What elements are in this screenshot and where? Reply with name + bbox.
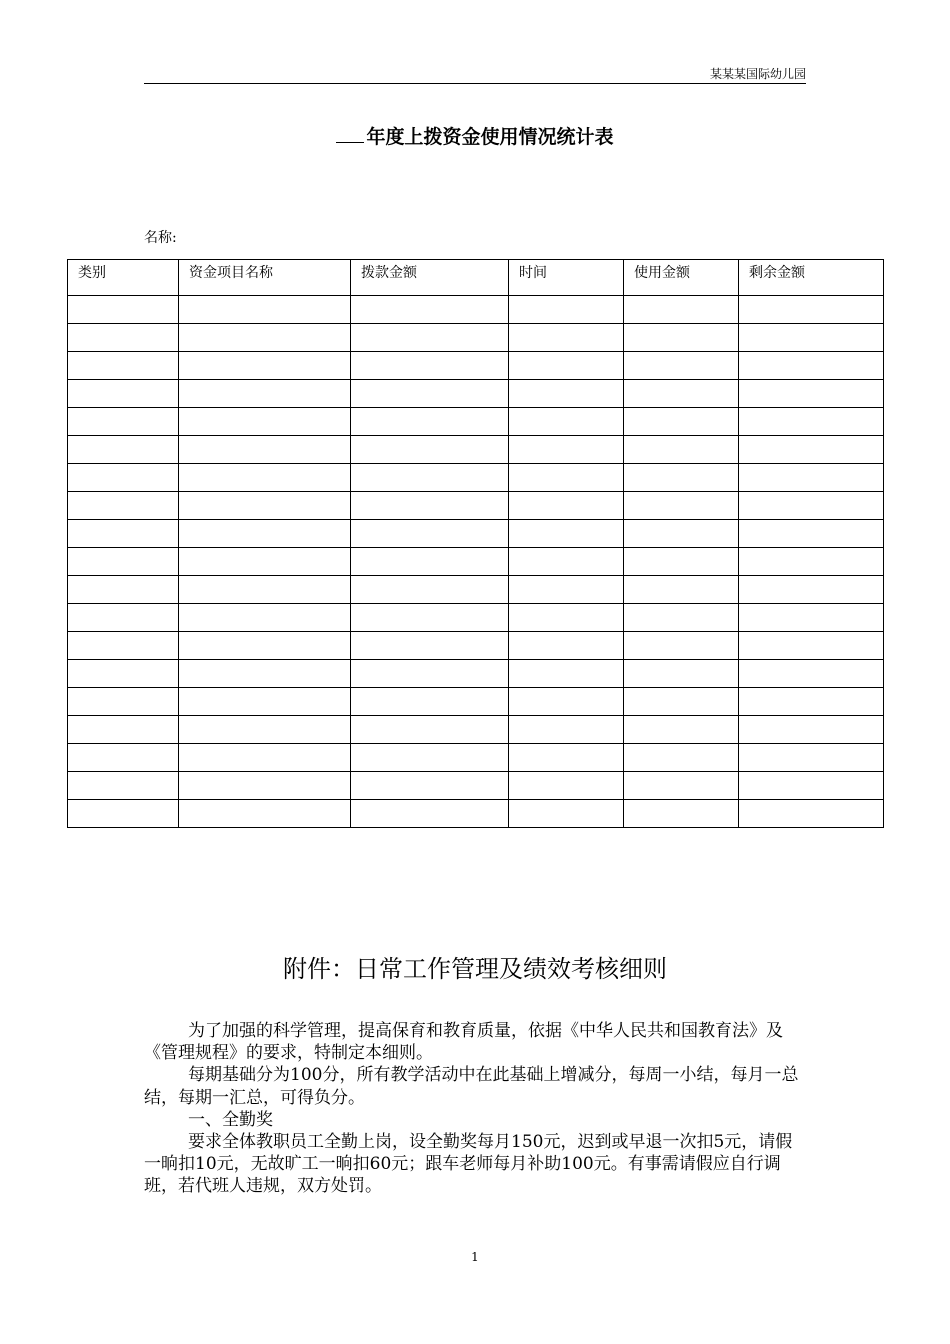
table-row — [68, 436, 884, 464]
column-header-category: 类别 — [68, 260, 179, 296]
table-cell — [739, 296, 884, 324]
table-cell — [351, 800, 509, 828]
table-cell — [739, 380, 884, 408]
table-row — [68, 548, 884, 576]
table-cell — [179, 716, 351, 744]
table-cell — [739, 716, 884, 744]
table-cell — [624, 464, 739, 492]
table-cell — [351, 492, 509, 520]
table-cell — [624, 324, 739, 352]
table-cell — [179, 744, 351, 772]
table-cell — [509, 352, 624, 380]
table-cell — [68, 576, 179, 604]
table-cell — [351, 296, 509, 324]
table-cell — [179, 520, 351, 548]
table-row — [68, 772, 884, 800]
table-row — [68, 324, 884, 352]
table-cell — [509, 436, 624, 464]
table-cell — [739, 744, 884, 772]
table-cell — [624, 604, 739, 632]
table-cell — [624, 520, 739, 548]
table-row — [68, 408, 884, 436]
table-cell — [509, 716, 624, 744]
table-cell — [509, 632, 624, 660]
table-cell — [179, 660, 351, 688]
table-cell — [68, 436, 179, 464]
table-title-text: 年度上拨资金使用情况统计表 — [366, 126, 614, 148]
table-cell — [739, 576, 884, 604]
table-cell — [179, 492, 351, 520]
table-cell — [739, 660, 884, 688]
table-cell — [509, 548, 624, 576]
table-cell — [68, 352, 179, 380]
table-cell — [509, 604, 624, 632]
table-body — [68, 296, 884, 828]
table-cell — [351, 464, 509, 492]
table-cell — [68, 632, 179, 660]
section-heading-attendance: 一、全勤奖 — [188, 1109, 273, 1130]
table-cell — [739, 352, 884, 380]
page-number: 1 — [471, 1250, 479, 1264]
table-cell — [68, 548, 179, 576]
table-cell — [68, 408, 179, 436]
table-cell — [624, 800, 739, 828]
table-cell — [624, 660, 739, 688]
table-cell — [739, 492, 884, 520]
table-cell — [351, 688, 509, 716]
table-row — [68, 296, 884, 324]
table-cell — [624, 548, 739, 576]
table-header-row — [68, 260, 884, 296]
table-cell — [179, 464, 351, 492]
table-cell — [624, 296, 739, 324]
table-row — [68, 744, 884, 772]
table-row — [68, 604, 884, 632]
table-cell — [509, 464, 624, 492]
table-row — [68, 576, 884, 604]
table-cell — [179, 296, 351, 324]
table-cell — [624, 772, 739, 800]
table-row — [68, 464, 884, 492]
table-cell — [179, 408, 351, 436]
table-cell — [509, 380, 624, 408]
table-cell — [179, 324, 351, 352]
table-row — [68, 632, 884, 660]
header-org-name: 某某某国际幼儿园 — [709, 67, 806, 81]
table-cell — [351, 520, 509, 548]
table-cell — [624, 352, 739, 380]
table-cell — [739, 772, 884, 800]
table-cell — [179, 576, 351, 604]
table-row — [68, 352, 884, 380]
table-cell — [509, 408, 624, 436]
column-header-time: 时间 — [509, 260, 624, 296]
table-cell — [68, 464, 179, 492]
table-cell — [68, 324, 179, 352]
table-cell — [351, 604, 509, 632]
table-cell — [509, 492, 624, 520]
name-field-label: 名称: — [144, 230, 177, 246]
year-blank — [336, 141, 364, 143]
table-cell — [509, 576, 624, 604]
table-cell — [739, 800, 884, 828]
table-cell — [624, 716, 739, 744]
fund-usage-table — [67, 259, 884, 828]
table-cell — [179, 436, 351, 464]
table-cell — [624, 492, 739, 520]
column-header-remaining-amount: 剩余金额 — [739, 260, 884, 296]
table-row — [68, 688, 884, 716]
table-row — [68, 380, 884, 408]
table-row — [68, 800, 884, 828]
table-row — [68, 716, 884, 744]
table-cell — [179, 380, 351, 408]
table-cell — [351, 436, 509, 464]
table-cell — [509, 688, 624, 716]
table-cell — [179, 548, 351, 576]
table-cell — [351, 632, 509, 660]
table-cell — [351, 324, 509, 352]
table-cell — [351, 380, 509, 408]
table-cell — [68, 772, 179, 800]
table-cell — [739, 604, 884, 632]
table-cell — [68, 660, 179, 688]
table-row — [68, 492, 884, 520]
table-cell — [739, 520, 884, 548]
table-cell — [509, 660, 624, 688]
table-row — [68, 520, 884, 548]
table-title — [0, 124, 950, 150]
table-cell — [624, 688, 739, 716]
table-cell — [179, 352, 351, 380]
table-cell — [351, 548, 509, 576]
table-cell — [68, 800, 179, 828]
header-rule — [144, 83, 806, 84]
table-cell — [624, 380, 739, 408]
table-cell — [68, 744, 179, 772]
column-header-allocated-amount: 拨款金额 — [351, 260, 509, 296]
paragraph-base-score: 每期基础分为100分，所有教学活动中在此基础上增减分，每周一小结，每月一总结，每期一汇总，可得负分。 — [144, 1065, 799, 1108]
table-cell — [351, 744, 509, 772]
column-header-used-amount: 使用金额 — [624, 260, 739, 296]
table-cell — [351, 576, 509, 604]
table-cell — [624, 436, 739, 464]
table-cell — [179, 772, 351, 800]
table-cell — [739, 436, 884, 464]
table-cell — [624, 744, 739, 772]
table-cell — [351, 716, 509, 744]
attachment-title: 附件：日常工作管理及绩效考核细则 — [283, 955, 667, 983]
table-cell — [739, 408, 884, 436]
table-cell — [509, 772, 624, 800]
table-cell — [351, 660, 509, 688]
table-cell — [739, 324, 884, 352]
table-cell — [68, 716, 179, 744]
table-cell — [179, 800, 351, 828]
attachment-body — [144, 1020, 808, 1198]
table-cell — [179, 688, 351, 716]
table-cell — [68, 604, 179, 632]
table-cell — [509, 800, 624, 828]
table-cell — [739, 632, 884, 660]
table-cell — [624, 576, 739, 604]
table-cell — [68, 296, 179, 324]
table-cell — [351, 408, 509, 436]
table-cell — [509, 296, 624, 324]
table-cell — [509, 744, 624, 772]
table-cell — [624, 632, 739, 660]
table-cell — [509, 324, 624, 352]
table-cell — [739, 548, 884, 576]
table-row — [68, 660, 884, 688]
table-cell — [624, 408, 739, 436]
column-header-project-name: 资金项目名称 — [179, 260, 351, 296]
table-cell — [68, 380, 179, 408]
table-cell — [739, 464, 884, 492]
table-cell — [509, 520, 624, 548]
paragraph-intro: 为了加强的科学管理，提高保育和教育质量，依据《中华人民共和国教育法》及《管理规程》的要求，特制定本细则。 — [144, 1021, 783, 1064]
table-cell — [68, 688, 179, 716]
table-cell — [68, 520, 179, 548]
table-cell — [351, 772, 509, 800]
paragraph-attendance-rules: 要求全体教职员工全勤上岗，设全勤奖每月150元，迟到或早退一次扣5元，请假一晌扣10元，无故旷工一晌扣60元；跟车老师每月补助100元。有事需请假应自行调班，若代班人违规，双方处罚。 — [144, 1132, 793, 1197]
table-cell — [739, 688, 884, 716]
table-cell — [68, 492, 179, 520]
table-cell — [351, 352, 509, 380]
table-cell — [179, 632, 351, 660]
table-cell — [179, 604, 351, 632]
